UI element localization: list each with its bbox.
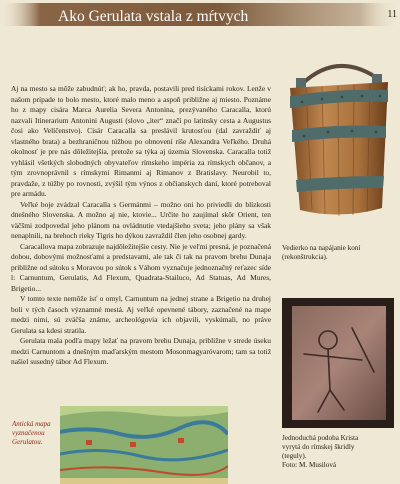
paragraph: V tomto texte nemôže ísť o omyl, Carnuntum na jednej strane a Brigetio na druhej boli v tých časoch významné mestá. Aj veľké opevnené tábory, zaznačené na mape medzi nimi, sú zväčša známe, archeológovia ich objavili, vyskúmali, no práve Gerulata sa kdesi stratila. bbox=[11, 294, 271, 335]
bucket-photo bbox=[282, 58, 394, 242]
page-title: Ako Gerulata vstala z mŕtvych bbox=[58, 8, 249, 25]
tile-caption-line: (teguly). bbox=[282, 452, 307, 460]
paragraph: Gerulata mala podľa mapy ležať na pravom brehu Dunaja, približne v strede úseku medzi Carnuntom a dnešným maďarským mestom Mosonmagyaróvarom; tam sa totiž našiel susedný tábor Ad Flexum. bbox=[11, 336, 271, 366]
ancient-map-image bbox=[60, 406, 228, 484]
paragraph: Aj na mesto sa môže zabudnúť; ak ho, pravda, postavili pred tisíckami rokov. Lenže v našom prípade to bolo mesto, ktoré malo meno a aspoň približne aj miesto. Poznáme ho z mapy cisára Marca Aurelia Severa Antonina, prezývaného Caracalla, ktorú nazvali Itinerarium Antonini Augusti (slovo „iter“ značí po latinsky cesta a Augustus čosi ako Velíčenstvo). Cisár Caracalla sa preslávil krutosťou (dal zavraždiť aj vlastného brata) a bezhraničnou túžbou po obnovení ríše Alexandra Veľkého. Druhá okolnosť je pre nás dôležitejšia, pretože sa týka aj územia Slovenska. Caracalla totiž vyhlásil všetkých slobodných obyvateľov rímskeho impéria za rímskych občanov, a tým zrovnoprávnil s rímskymi Rimanmi aj Rimanov z Bratislavy. Neurobil to, pravdaže, z túžby po rovnosti, zvýšil tým výnos z občianskych daní, ktoré potreboval pre armádu. bbox=[11, 84, 271, 198]
tile-caption bbox=[282, 434, 394, 470]
bucket-caption: Vedierko na napájanie koní (rekonštrukcia). bbox=[282, 244, 361, 261]
paragraph: Caracallova mapa zobrazuje najdôležitejšie cesty. Nie je veľmi presná, je poznačená dobou, dobovými možnosťami a predstavami, ale tak či tak na pravom brehu Dunaja približne od sútoku s Moravou po sútok s Váhom vyznačuje jednoznačný reťazec síde l: Carnuntum, Gerulatis, Ad Flexum, Quadrata-Stailuco, Ad Statuas, Ad Mures, Brigetio... bbox=[11, 241, 271, 293]
paragraph: Veľké boje zvádzal Caracalla s Germánmi – možno oni ho priviedli do blízkosti dnešného Slovenska. A možno aj nie, ktovie... Určite ho zaujímal skôr Orient, ten väčšmi zodpovedal jeho plánom na ovládnutie vtedajšieho sveta; jeho plány sa však nenaplnili, na brehoch rieky Tigris ho dýkou zavraždil člen jeho osobnej gardy. bbox=[11, 199, 271, 240]
tile-caption-line: Jednoduchá podoba Krista bbox=[282, 434, 359, 442]
tile-caption-line: Foto: M. Musilová bbox=[282, 461, 337, 469]
article-body bbox=[11, 84, 271, 368]
tile-caption-line: vyrytá do rímskej škridly bbox=[282, 443, 355, 451]
map-caption: Antická mapa vyznačenou Gerulatou. bbox=[12, 420, 51, 446]
page-number: 11 bbox=[387, 9, 397, 20]
tile-photo bbox=[282, 298, 394, 428]
